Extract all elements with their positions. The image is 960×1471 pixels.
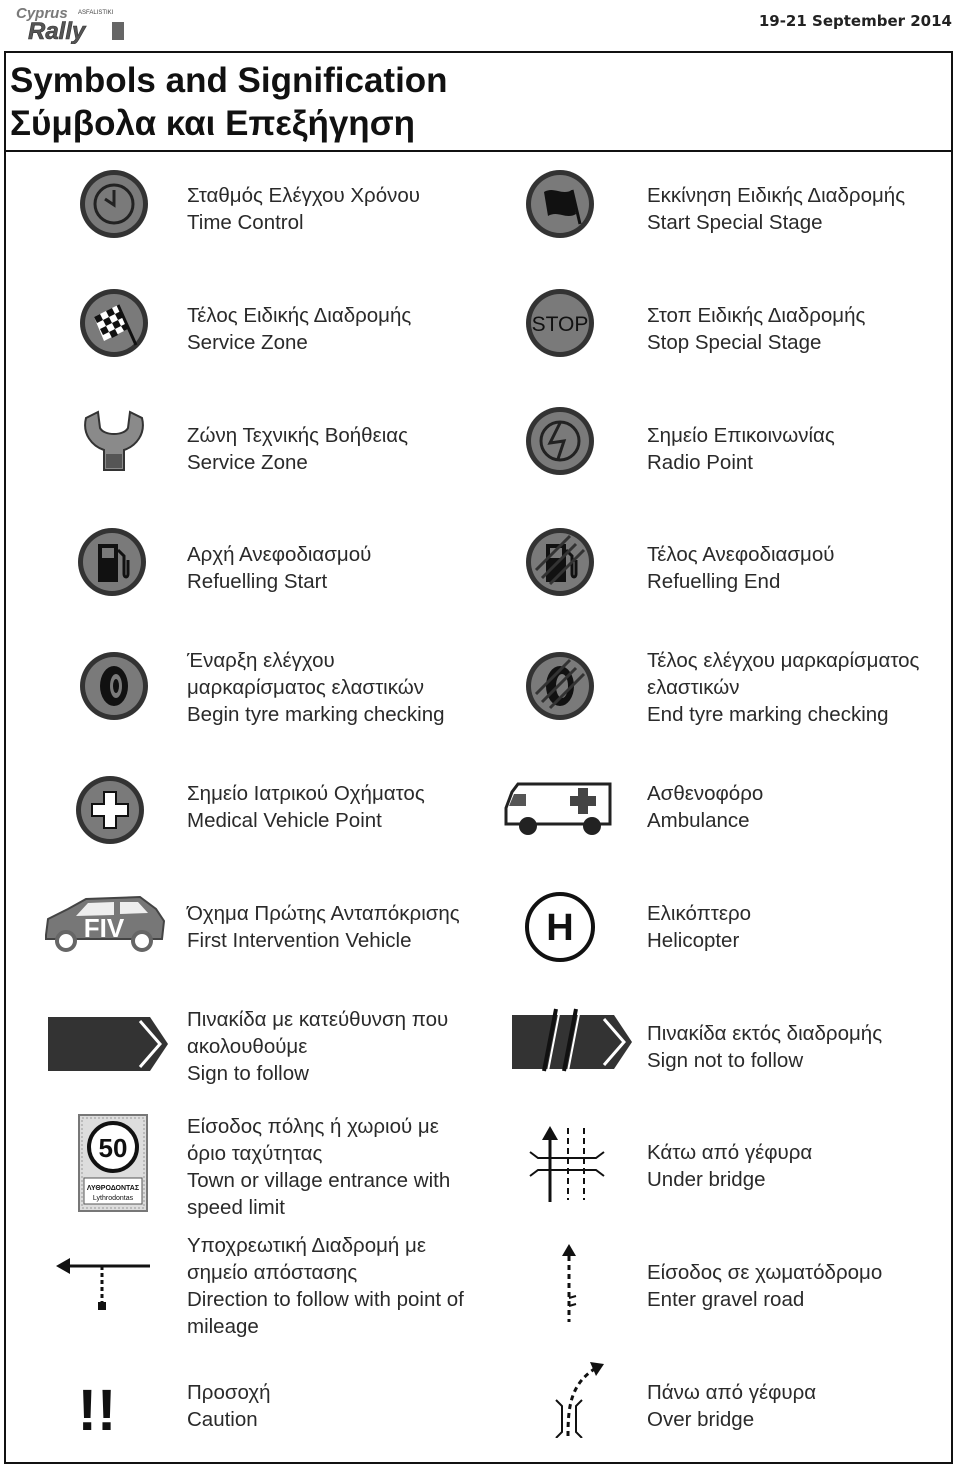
label-first-intervention-vehicle: Όχημα Πρώτης Ανταπόκρισης First Intervention Vehicle (187, 902, 460, 952)
caution-exclamation-icon (72, 1378, 122, 1434)
village-name-english: Lythrodontas (92, 1195, 134, 1202)
arrow-sign-crossed-icon (510, 1007, 634, 1073)
helicopter-h-icon (524, 891, 596, 963)
title-greek: Σύμβολα και Επεξήγηση (10, 104, 416, 143)
fiv-car-icon (42, 893, 166, 953)
start-flag-icon (524, 168, 596, 240)
fiv-text: FIV (83, 913, 125, 943)
village-name-greek: ΛΥΘΡΟΔΟΝΤΑΣ (86, 1185, 140, 1192)
logo-text-rally: Rally (28, 18, 86, 44)
gravel-road-icon (556, 1244, 582, 1324)
radio-lightning-icon (524, 405, 596, 477)
stop-sign-icon (524, 287, 596, 359)
stop-sign-text: STOP (531, 313, 589, 336)
title-english: Symbols and Signification (10, 61, 448, 100)
label-caution: Προσοχή Caution (187, 1381, 271, 1431)
page-title (10, 59, 448, 145)
label-start-special-stage: Εκκίνηση Ειδικής Διαδρομής Start Special Stage (647, 184, 906, 234)
label-over-bridge: Πάνω από γέφυρα Over bridge (647, 1381, 817, 1431)
label-ambulance: Ασθενοφόρο Ambulance (647, 782, 764, 832)
fuel-pump-crossed-icon (524, 526, 596, 598)
label-helicopter: Ελικόπτερο Helicopter (647, 902, 752, 952)
label-end-tyre-marking: Τέλος ελέγχου μαρκαρίσματος ελαστικών End tyre marking checking (647, 649, 920, 726)
helicopter-h-text: H (546, 907, 574, 949)
fuel-pump-icon (76, 526, 148, 598)
label-time-control: Σταθμός Ελέγχου Χρόνου Time Control (187, 184, 420, 234)
logo-text-cyprus: Cyprus (16, 5, 68, 22)
label-stop-special-stage: Στοπ Ειδικής Διαδρομής Stop Special Stage (647, 304, 866, 354)
tyre-icon (78, 650, 150, 722)
label-sign-not-to-follow: Πινακίδα εκτός διαδρομής Sign not to follow (647, 1022, 883, 1072)
event-date: 19-21 September 2014 (758, 12, 952, 30)
label-begin-tyre-marking: Έναρξη ελέγχου μαρκαρίσματος ελαστικών Begin tyre marking checking (187, 649, 445, 726)
label-enter-gravel-road: Είσοδος σε χωματόδρομο Enter gravel road (647, 1261, 883, 1311)
label-sign-to-follow: Πινακίδα με κατεύθυνση που ακολουθούμε Sign to follow (187, 1008, 449, 1085)
label-refuelling-end: Τέλος Ανεφοδιασμού Refuelling End (647, 543, 835, 593)
speed-limit-sign-icon (78, 1114, 148, 1212)
medical-cross-icon (74, 774, 146, 846)
direction-mileage-icon (54, 1248, 154, 1312)
title-box (4, 51, 953, 152)
over-bridge-icon (552, 1360, 606, 1438)
ambulance-icon (500, 772, 618, 840)
caution-text: !! (77, 1378, 117, 1434)
cyprus-rally-logo (14, 4, 126, 44)
label-end-special-stage: Τέλος Ειδικής Διαδρομής Service Zone (187, 304, 412, 354)
label-service-zone: Ζώνη Τεχνικής Βοήθειας Service Zone (187, 424, 409, 474)
speed-limit-value: 50 (98, 1133, 128, 1163)
logo-sponsor: ASFALISTIKI (78, 10, 114, 16)
time-control-clock-icon (78, 168, 150, 240)
label-town-entrance-speed-limit: Είσοδος πόλης ή χωριού με όριο ταχύτητας Town or village entrance with speed limit (187, 1115, 451, 1219)
under-bridge-icon (528, 1124, 606, 1204)
wrench-icon (78, 408, 150, 480)
checkered-flag-icon (78, 287, 150, 359)
arrow-sign-icon (46, 1013, 170, 1075)
label-medical-vehicle-point: Σημείο Ιατρικού Οχήματος Medical Vehicle Point (187, 782, 425, 832)
label-refuelling-start: Αρχή Ανεφοδιασμού Refuelling Start (187, 543, 372, 593)
tyre-crossed-icon (524, 650, 596, 722)
label-direction-with-mileage: Υποχρεωτική Διαδρομή με σημείο απόστασης Direction to follow with point of mileage (187, 1234, 464, 1338)
label-under-bridge: Κάτω από γέφυρα Under bridge (647, 1141, 813, 1191)
label-radio-point: Σημείο Επικοινωνίας Radio Point (647, 424, 835, 474)
